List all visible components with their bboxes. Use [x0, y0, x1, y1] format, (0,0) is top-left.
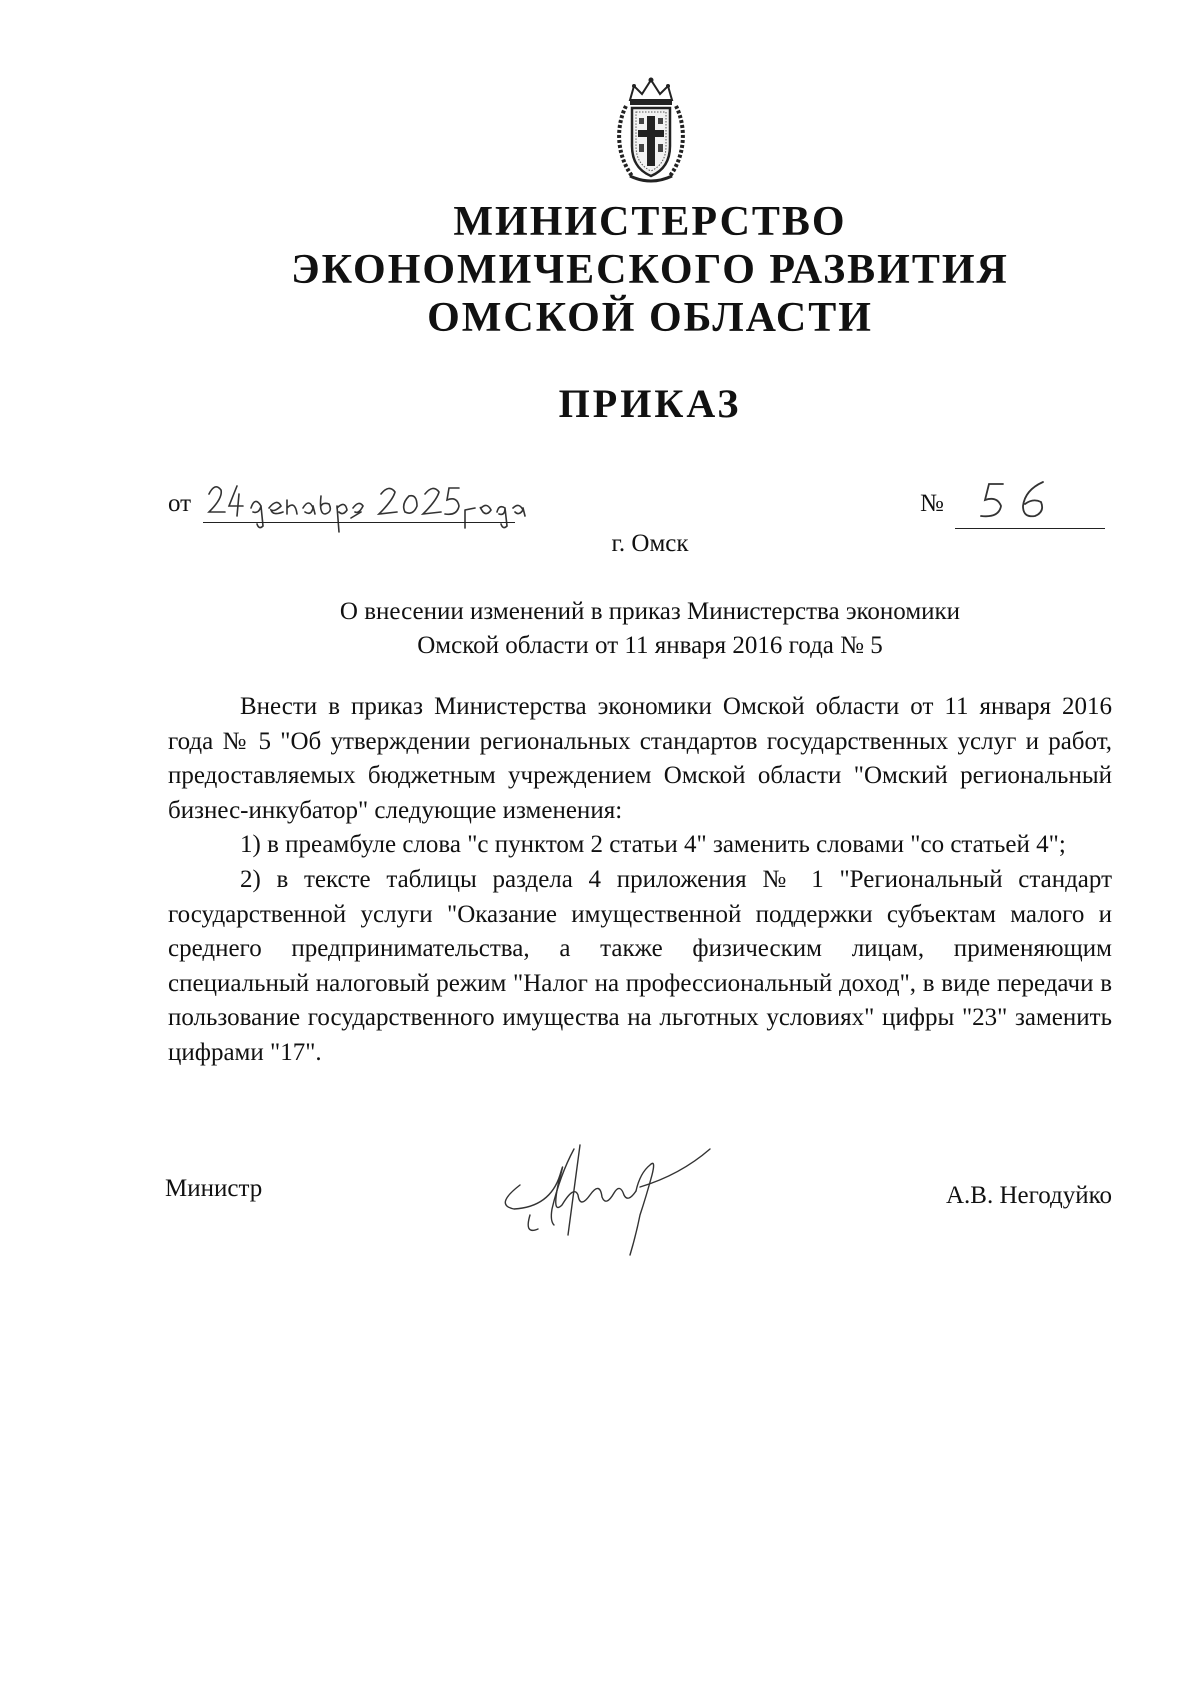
- signatory-name: А.В. Негодуйко: [945, 1182, 1112, 1209]
- date-underline: [203, 522, 515, 523]
- handwritten-signature: [490, 1125, 730, 1265]
- body-item-1: 1) в преамбуле слова "с пунктом 2 статьи 4" заменить словами "со статьей 4";: [240, 831, 1066, 859]
- signatory-title: Министр: [165, 1175, 263, 1202]
- order-body: [168, 690, 1112, 1071]
- number-underline: [955, 528, 1105, 529]
- handwritten-number: [965, 474, 1075, 534]
- body-intro-paragraph: Внести в приказ Министерства экономики Омской области от 11 января 2016 года № 5 "Об утверждении региональных стандартов государственных услуг и работ, предоставляемых бюджетным учреждением Омской области "Омский региональный бизнес-инкубатор" следующие изменения:: [168, 693, 1112, 824]
- date-prefix: от: [168, 490, 192, 517]
- omsk-coat-of-arms-icon: [612, 76, 690, 188]
- subject-line2: Омской области от 11 января 2016 года № 5: [417, 632, 883, 659]
- number-prefix: №: [920, 490, 944, 517]
- city-label: г. Омск: [611, 530, 689, 557]
- ministry-name-line3: ОМСКОЙ ОБЛАСТИ: [427, 295, 873, 341]
- ministry-name-line1: МИНИСТЕРСТВО: [453, 199, 847, 245]
- body-item-2: 2) в тексте таблицы раздела 4 приложения № 1 "Региональный стандарт государственной услуги "Оказание имущественной поддержки субъектам малого и среднего предпринимательства, а также физическим лицам, применяющим специальный налоговый режим "Налог на профессиональный доход", в виде передачи в пользование государственного имущества на льготных условиях" цифры "23" заменить цифрами "17".: [168, 865, 1112, 1066]
- ministry-name-line2: ЭКОНОМИЧЕСКОГО РАЗВИТИЯ: [291, 247, 1009, 293]
- handwritten-date: [203, 468, 533, 548]
- subject-line1: О внесении изменений в приказ Министерства экономики: [339, 598, 961, 625]
- document-type-title: ПРИКАЗ: [558, 381, 742, 426]
